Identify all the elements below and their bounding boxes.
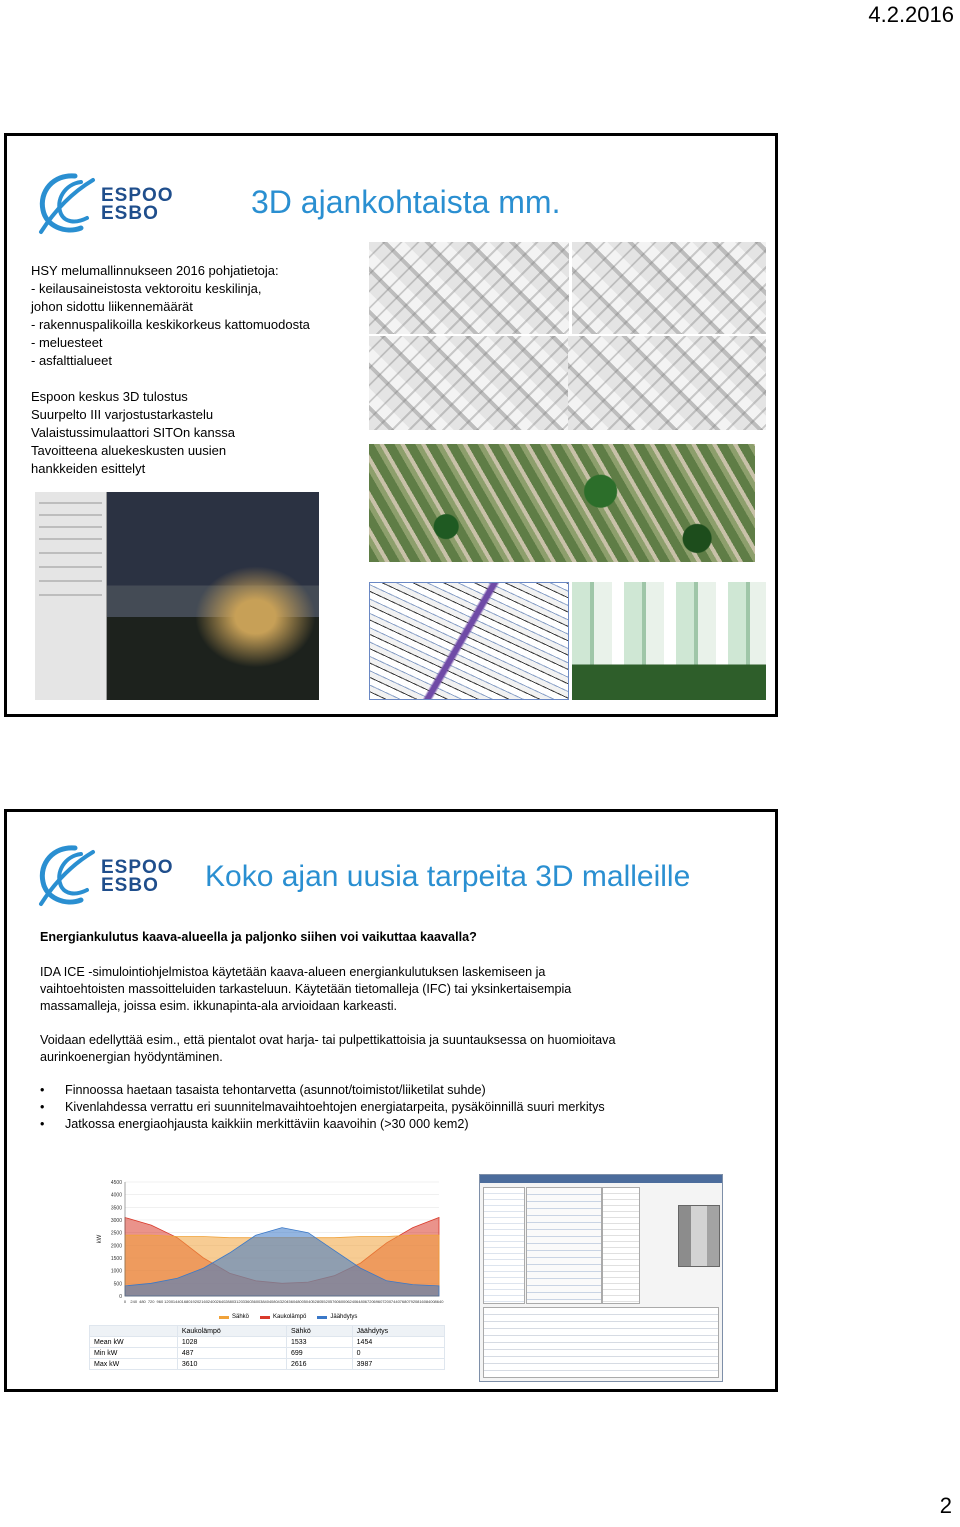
x-tick-label: 480 [139,1299,146,1304]
espoo-swirl-icon [35,842,97,912]
table-cell: Min kW [90,1348,178,1359]
energy-chart-svg [89,1174,445,1312]
x-tick-label: 4320 [277,1299,287,1304]
table-row [90,1337,445,1348]
x-tick-label: 2400 [207,1299,217,1304]
page-number: 2 [939,1493,952,1518]
table-cell: 3610 [177,1359,286,1370]
x-tick-label: 1200 [164,1299,174,1304]
y-tick-label: 2500 [110,1230,122,1237]
x-tick-label: 2640 [216,1299,226,1304]
table-cell: 1533 [286,1337,352,1348]
x-tick-label: 7680 [399,1299,409,1304]
table-header-cell: Sähkö [286,1326,352,1337]
table-cell: 3987 [352,1359,444,1370]
window-titlebar [480,1175,722,1183]
table-cell: 487 [177,1348,286,1359]
x-tick-label: 960 [156,1299,164,1304]
x-tick-label: 8160 [417,1299,427,1304]
night-lighting-render-image [107,492,319,700]
x-tick-label: 4560 [286,1299,296,1304]
x-tick-label: 1920 [190,1299,200,1304]
y-tick-label: 1500 [110,1256,122,1262]
ida-ice-screenshot [479,1174,723,1382]
x-tick-label: 3840 [260,1299,270,1304]
table-cell: 1028 [177,1337,286,1348]
y-axis-label: kW [97,1234,103,1244]
text-line: - meluesteet [31,335,103,350]
text-line: Suurpelto III varjostustarkastelu [31,407,214,422]
legend-label: Kaukolämpö [273,1314,307,1320]
table-row [90,1359,445,1370]
slide-1 [4,133,778,717]
y-tick-label: 3500 [110,1205,122,1212]
text-line: - keilausaineistosta vektoroitu keskilinja, [31,281,262,296]
model-tree-panel [483,1187,525,1304]
legend-label: Sähkö [232,1314,250,1320]
table-cell: Max kW [90,1359,178,1370]
table-cell: 0 [352,1348,444,1359]
towers-render-image [572,582,766,700]
x-tick-label: 8640 [434,1299,444,1304]
lighting-simulator-panel [35,492,107,700]
y-tick-label: 3000 [110,1218,122,1224]
chart-legend [219,1314,357,1320]
text-line: johon sidottu liikennemäärät [31,299,193,314]
header-date: 4.2.2016 [868,2,954,27]
x-tick-label: 5040 [303,1299,313,1304]
logo-line2: ESBO [101,203,159,224]
object-list-panel [602,1187,640,1304]
x-tick-label: 2880 [225,1299,235,1304]
y-tick-label: 2000 [110,1243,122,1250]
espoo-logo [35,842,174,912]
district-3d-render-image [369,444,755,562]
slide-2-paragraph-2: Voidaan edellyttää esim., että pientalot ovat harja- tai pulpettikattoisia ja suuntauksessa on huomioitava aurinkoenergian hyödyntäminen. [40,1033,616,1064]
y-tick-label: 4500 [110,1180,122,1186]
properties-form-panel [526,1187,602,1304]
noise-model-map-image [369,582,569,700]
slide-1-title: 3D ajankohtaista mm. [251,184,561,220]
shadow-study-image [568,336,766,430]
x-tick-label: 6720 [364,1299,374,1304]
slide-2-title: Koko ajan uusia tarpeita 3D malleille [205,860,691,893]
legend-swatch [219,1316,229,1319]
x-tick-label: 5520 [321,1299,331,1304]
x-tick-label: 3360 [242,1299,252,1304]
table-cell: 699 [286,1348,352,1359]
slide-2 [4,809,778,1392]
x-tick-label: 3120 [233,1299,243,1304]
city-3d-model-image [369,242,569,334]
slide-1-text-block-1 [31,262,310,370]
text-line: HSY melumallinnukseen 2016 pohjatietoja: [31,263,279,278]
logo-line1: ESPOO [101,185,174,206]
table-cell: 1454 [352,1337,444,1348]
text-line: Valaistussimulaattori SITOn kanssa [31,425,235,440]
city-3d-model-image [572,242,766,334]
table-row [90,1348,445,1359]
shadow-study-image [369,336,569,430]
bullet-item: • Finnoossa haetaan tasaista tehontarvetta (asunnot/toimistot/liiketilat suhde) [37,1082,637,1099]
table-header-cell [90,1326,178,1337]
x-tick-label: 6960 [373,1299,383,1304]
legend-swatch [260,1316,270,1319]
y-tick-label: 500 [113,1281,122,1288]
x-tick-label: 5280 [312,1299,322,1304]
x-tick-label: 1680 [181,1299,191,1304]
x-tick-label: 7920 [408,1299,418,1304]
x-tick-label: 7440 [390,1299,400,1304]
x-tick-label: 4080 [268,1299,278,1304]
x-tick-label: 720 [147,1299,155,1304]
x-tick-label: 240 [130,1299,138,1304]
y-tick-label: 1000 [110,1268,122,1275]
slide-1-text-block-2 [31,388,235,478]
logo-line1: ESPOO [101,857,174,878]
x-tick-label: 1440 [172,1299,182,1304]
text-line: - asfalttialueet [31,353,112,368]
x-tick-label: 2160 [199,1299,208,1304]
bullet-item: • Kivenlahdessa verrattu eri suunnitelmavaihtoehtojen energiatarpeita, pysäköinnillä suuri merkitys [37,1099,637,1116]
text-line: - rakennuspalikoilla keskikorkeus kattomuodosta [31,317,310,332]
bullet-item: • Jatkossa energiaohjausta kaikkiin merkittäviin kaavoihin (>30 000 kem2) [37,1116,637,1133]
logo-line2: ESBO [101,875,159,896]
slide-2-paragraph-1: IDA ICE -simulointiohjelmistoa käytetään kaava-alueen energiankulutuksen laskemiseen ja vaihtoehtoisten massoitteluiden tarkasteluun. Käytetään tietomalleja (IFC) tai yksinkertaisempia massamalleja, joissa esim. ikkunapinta-ala arvioidaan karkeasti. [40,965,572,1013]
x-tick-label: 0 [123,1299,127,1304]
text-line: Tavoitteena aluekeskusten uusien [31,443,227,458]
y-tick-label: 4000 [110,1192,122,1199]
x-tick-label: 8400 [425,1299,435,1304]
x-tick-label: 5760 [329,1299,339,1304]
energy-summary-table [89,1325,445,1370]
x-tick-label: 6240 [347,1299,357,1304]
table-cell: 2616 [286,1359,352,1370]
legend-swatch [317,1316,327,1319]
x-tick-label: 6480 [356,1299,365,1304]
table-header-cell: Jäähdytys [352,1326,444,1337]
x-tick-label: 6000 [338,1299,348,1304]
table-cell: Mean kW [90,1337,178,1348]
text-line: hankkeiden esittelyt [31,461,146,476]
slide-2-bullet-list [37,1082,637,1133]
legend-label: Jäähdytys [330,1314,358,1320]
table-header-row [90,1326,445,1337]
espoo-swirl-icon [35,170,97,240]
slide-2-heading: Energiankulutus kaava-alueella ja paljonko siihen voi vaikuttaa kaavalla? [40,930,477,944]
x-tick-label: 7200 [382,1299,392,1304]
x-tick-label: 3600 [251,1299,261,1304]
text-line: Espoon keskus 3D tulostus [31,389,188,404]
results-grid [483,1307,719,1378]
table-header-cell: Kaukolämpö [177,1326,286,1337]
espoo-logo [35,170,174,240]
x-tick-label: 4800 [294,1299,304,1304]
building-3d-view [678,1205,720,1267]
y-tick-label: 0 [119,1294,122,1300]
energy-chart [89,1174,445,1386]
